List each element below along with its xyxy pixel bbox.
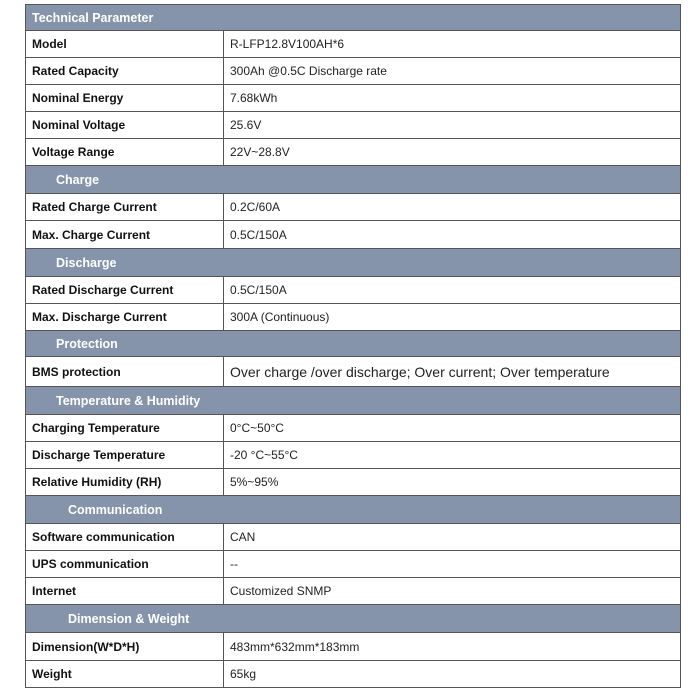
row-value: 22V~28.8V (224, 139, 681, 166)
row-value: 65kg (224, 661, 681, 688)
row-value: Over charge /over discharge; Over current; Over temperature (224, 357, 681, 387)
table-row (26, 633, 681, 661)
section-title: Temperature & Humidity (26, 387, 681, 415)
row-label: Charging Temperature (26, 415, 224, 442)
row-label: Nominal Voltage (26, 112, 224, 139)
table-row (26, 194, 681, 221)
section-header-discharge (26, 249, 681, 277)
row-label: Max. Charge Current (26, 221, 224, 249)
row-label: Rated Capacity (26, 58, 224, 85)
spec-table (25, 4, 681, 688)
row-label: Software communication (26, 524, 224, 551)
row-value: 0.2C/60A (224, 194, 681, 221)
row-value: 25.6V (224, 112, 681, 139)
table-row (26, 551, 681, 578)
row-value: Customized SNMP (224, 578, 681, 605)
table-row (26, 277, 681, 304)
section-header-charge (26, 166, 681, 194)
row-label: Discharge Temperature (26, 442, 224, 469)
row-label: Internet (26, 578, 224, 605)
section-title: Technical Parameter (26, 5, 681, 31)
table-row (26, 139, 681, 166)
row-label: Rated Charge Current (26, 194, 224, 221)
row-value: 5%~95% (224, 469, 681, 496)
row-label: Weight (26, 661, 224, 688)
row-value: 0.5C/150A (224, 277, 681, 304)
table-row (26, 578, 681, 605)
table-row (26, 58, 681, 85)
row-value: 300A (Continuous) (224, 304, 681, 331)
table-row (26, 661, 681, 688)
table-row (26, 85, 681, 112)
row-value: -20 °C~55°C (224, 442, 681, 469)
table-row (26, 524, 681, 551)
row-value: 300Ah @0.5C Discharge rate (224, 58, 681, 85)
technical-parameter-table (25, 4, 680, 688)
row-label: Model (26, 31, 224, 58)
table-row (26, 357, 681, 387)
section-title: Dimension & Weight (26, 605, 681, 633)
row-label: Nominal Energy (26, 85, 224, 112)
row-label: UPS communication (26, 551, 224, 578)
section-title: Protection (26, 331, 681, 357)
section-title: Discharge (26, 249, 681, 277)
row-value: CAN (224, 524, 681, 551)
table-row (26, 31, 681, 58)
row-label: BMS protection (26, 357, 224, 387)
row-label: Rated Discharge Current (26, 277, 224, 304)
section-header-technical-parameter (26, 5, 681, 31)
row-label: Relative Humidity (RH) (26, 469, 224, 496)
section-title: Communication (26, 496, 681, 524)
section-header-dimension-weight (26, 605, 681, 633)
table-row (26, 112, 681, 139)
row-label: Max. Discharge Current (26, 304, 224, 331)
section-header-communication (26, 496, 681, 524)
table-row (26, 469, 681, 496)
row-value: -- (224, 551, 681, 578)
table-row (26, 442, 681, 469)
table-row (26, 304, 681, 331)
row-value: 0°C~50°C (224, 415, 681, 442)
row-label: Dimension(W*D*H) (26, 633, 224, 661)
row-label: Voltage Range (26, 139, 224, 166)
table-row (26, 221, 681, 249)
row-value: 7.68kWh (224, 85, 681, 112)
section-header-temperature-humidity (26, 387, 681, 415)
row-value: 483mm*632mm*183mm (224, 633, 681, 661)
section-title: Charge (26, 166, 681, 194)
table-row (26, 415, 681, 442)
section-header-protection (26, 331, 681, 357)
row-value: R-LFP12.8V100AH*6 (224, 31, 681, 58)
row-value: 0.5C/150A (224, 221, 681, 249)
